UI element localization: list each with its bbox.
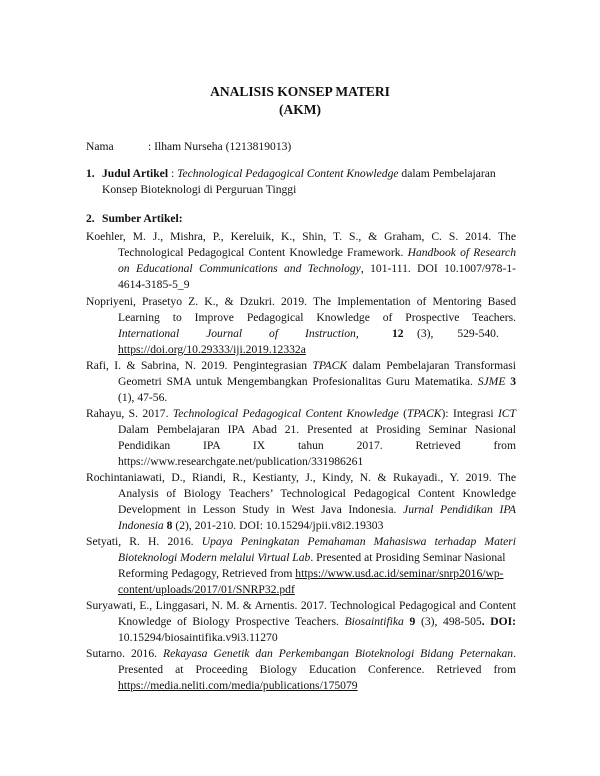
ref-source-italic: SJME [477, 375, 506, 388]
ref-rafi-line3: (1), 47-56. [118, 391, 168, 404]
ref-rafi-line1 [86, 358, 516, 373]
ref-volume: 12 [392, 327, 404, 340]
ref-text: Sutarno. 2016. [86, 647, 163, 660]
ref-text: (2), 201-210. DOI: 10.15294/jpii.v8i2.19303 [172, 519, 384, 532]
section-number: 2. [86, 212, 95, 225]
ref-sutarno-link[interactable]: https://media.neliti.com/media/publications/175079 [118, 679, 358, 692]
ref-rahayu-line1 [86, 406, 516, 421]
ref-italic: Technological Pedagogical Content Knowledge [172, 407, 399, 420]
ref-text: . [513, 647, 516, 660]
article-title-line2: Konsep Bioteknologi di Perguruan Tinggi [102, 183, 297, 196]
ref-nopriyeni-line2: Learning to Improve Pedagogical Knowledge of Prospective Teachers. [118, 311, 516, 324]
ref-rafi-line2 [118, 374, 516, 389]
ref-rochintaniawati-line3 [118, 502, 516, 517]
ref-italic: TPACK [406, 407, 442, 420]
ref-volume: 8 [163, 519, 173, 532]
ref-text: dalam Pembelajaran Transformasi [347, 359, 517, 372]
ref-koehler-line4: 4614-3185-5_9 [118, 278, 190, 291]
ref-nopriyeni-doi-link[interactable]: https://doi.org/10.29333/iji.2019.12332a [118, 343, 306, 356]
ref-sutarno-line1 [86, 646, 516, 661]
ref-koehler-line2 [118, 245, 516, 260]
ref-setyati-line1 [86, 534, 516, 549]
ref-source-italic: Jurnal Pendidikan IPA [403, 503, 516, 516]
section-label: Judul Artikel [102, 167, 169, 180]
ref-title-italic: Bioteknologi Modern melalui Virtual Lab [118, 551, 311, 564]
ref-setyati-link-cont[interactable]: content/uploads/2017/01/SNRP32.pdf [118, 583, 295, 596]
article-title-rest: dalam Pembelajaran [398, 167, 496, 180]
ref-text: Rafi, I. & Sabrina, N. 2019. Pengintegrasian [86, 359, 313, 372]
ref-source-italic: International Journal of Instruction, [118, 327, 359, 340]
ref-text: Reforming Pedagogy, Retrieved from [118, 567, 296, 580]
ref-text: Technological Pedagogical Content Knowledge Framework. [118, 246, 408, 259]
ref-text: (3), 529-540. [417, 327, 499, 340]
ref-rahayu-line3: Pendidikan IPA IX tahun 2017. Retrieved from [118, 439, 516, 452]
ref-text: Setyati, R. H. 2016. [86, 535, 202, 548]
ref-text: Geometri SMA untuk Mengembangkan Profesionalitas Guru Matematika. [118, 375, 478, 388]
ref-text-bold: . DOI: [481, 615, 517, 628]
section-judul-artikel [86, 166, 496, 181]
ref-rochintaniawati-line1: Rochintaniawati, D., Riandi, R., Kestianty, J., Kindy, N. & Rukayadi., Y. 2019. The [86, 471, 516, 484]
ref-italic: ICT [497, 407, 516, 420]
ref-italic: TPACK [312, 359, 348, 372]
ref-text: Development in Lesson Study in West Java Indonesia. [118, 503, 404, 516]
ref-koehler-line1: Koehler, M. J., Mishra, P., Kereluik, K., Shin, T. S., & Graham, C. S. 2014. The [86, 230, 516, 243]
ref-text: , 101-111. DOI 10.1007/978-1- [360, 262, 516, 275]
ref-source-italic: Biosaintifika [344, 615, 404, 628]
section-number: 1. [86, 167, 95, 180]
section-label: Sumber Artikel: [102, 212, 183, 225]
ref-source-italic: on Educational Communications and Technology [118, 262, 361, 275]
ref-rochintaniawati-line2: Analysis of Biology Teachers’ Technological Pedagogical Content Knowledge [118, 487, 516, 500]
ref-koehler-line3 [118, 261, 516, 276]
ref-text: (3), 498-505 [415, 615, 482, 628]
ref-nopriyeni-line1: Nopriyeni, Prasetyo Z. K., & Dzukri. 2019. The Implementation of Mentoring Based [86, 295, 516, 308]
ref-volume: 9 [403, 615, 416, 628]
section-sumber-artikel [86, 211, 183, 226]
nama-label: Nama [86, 140, 114, 153]
nama-value: : Ilham Nurseha (1213819013) [148, 140, 292, 153]
ref-source-italic: Handbook of Research [407, 246, 516, 259]
ref-setyati-line2 [118, 550, 506, 565]
ref-suryawati-line1: Suryawati, E., Linggasari, N. M. & Arnentis. 2017. Technological Pedagogical and Content [86, 599, 516, 612]
ref-title-italic: Upaya Peningkatan Pemahaman Mahasiswa terhadap Materi [201, 535, 516, 548]
ref-setyati-link[interactable]: https://www.usd.ac.id/seminar/snrp2016/wp- [295, 567, 504, 580]
doc-subtitle: (AKM) [279, 102, 321, 117]
separator: : [168, 167, 178, 180]
ref-title-italic: Rekayasa Genetik dan Perkembangan Bioteknologi Bidang Peternakan [163, 647, 514, 660]
ref-text: . Presented at Prosiding Seminar Nasional [310, 551, 506, 564]
ref-rochintaniawati-line4 [118, 518, 383, 533]
ref-setyati-line3 [118, 566, 504, 581]
ref-suryawati-line2 [118, 614, 516, 629]
ref-rahayu-line2: Dalam Pembelajaran IPA Abad 21. Presented at Prosiding Seminar Nasional [118, 423, 516, 436]
article-title-italic: Technological Pedagogical Content Knowledge [177, 167, 399, 180]
ref-source-italic: Indonesia [118, 519, 164, 532]
ref-volume: 3 [505, 375, 516, 388]
ref-suryawati-doi: 10.15294/biosaintifika.v9i3.11270 [118, 631, 278, 644]
ref-sutarno-line2: Presented at Proceeding Biology Education Conference. Retrieved from [118, 663, 516, 676]
ref-text: Rahayu, S. 2017. [86, 407, 173, 420]
ref-text: Knowledge of Biology Prospective Teachers. [118, 615, 345, 628]
ref-rahayu-url: https://www.researchgate.net/publication/331986261 [118, 455, 364, 468]
ref-text: ( [398, 407, 407, 420]
ref-text: ): Integrasi [441, 407, 498, 420]
doc-title: ANALISIS KONSEP MATERI [210, 84, 390, 99]
